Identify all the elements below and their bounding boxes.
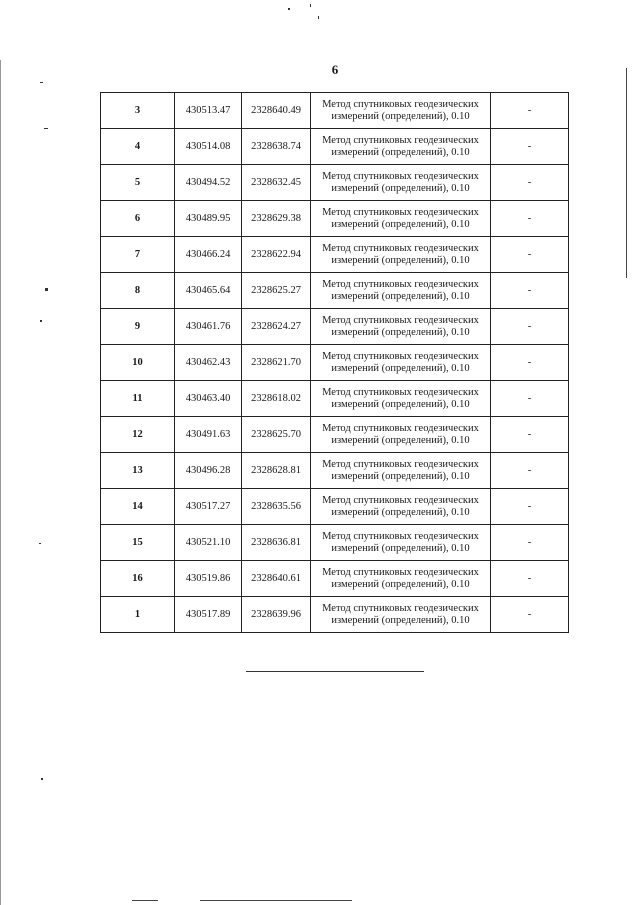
table-row [101, 345, 569, 381]
note-cell: - [491, 93, 569, 129]
end-divider [246, 671, 424, 672]
point-number-cell: 8 [101, 273, 175, 309]
method-cell: Метод спутниковых геодезических измерений (определений), 0.10 [311, 345, 491, 381]
y-coordinate-cell: 2328635.56 [242, 489, 311, 525]
coordinates-table [100, 92, 569, 633]
x-coordinate-cell: 430514.08 [175, 129, 242, 165]
table-row [101, 453, 569, 489]
y-coordinate-cell: 2328621.70 [242, 345, 311, 381]
y-coordinate-cell: 2328629.38 [242, 201, 311, 237]
point-number-cell: 12 [101, 417, 175, 453]
scan-speck [288, 8, 290, 10]
note-cell: - [491, 345, 569, 381]
note-cell: - [491, 525, 569, 561]
x-coordinate-cell: 430519.86 [175, 561, 242, 597]
y-coordinate-cell: 2328636.81 [242, 525, 311, 561]
scan-speck [41, 778, 43, 780]
method-cell: Метод спутниковых геодезических измерений (определений), 0.10 [311, 237, 491, 273]
x-coordinate-cell: 430517.27 [175, 489, 242, 525]
x-coordinate-cell: 430513.47 [175, 93, 242, 129]
table-row [101, 273, 569, 309]
y-coordinate-cell: 2328638.74 [242, 129, 311, 165]
method-cell: Метод спутниковых геодезических измерений (определений), 0.10 [311, 489, 491, 525]
note-cell: - [491, 165, 569, 201]
method-cell: Метод спутниковых геодезических измерений (определений), 0.10 [311, 93, 491, 129]
coordinates-table-body [101, 93, 569, 633]
y-coordinate-cell: 2328632.45 [242, 165, 311, 201]
y-coordinate-cell: 2328639.96 [242, 597, 311, 633]
x-coordinate-cell: 430489.95 [175, 201, 242, 237]
note-cell: - [491, 597, 569, 633]
point-number-cell: 10 [101, 345, 175, 381]
table-row [101, 417, 569, 453]
method-cell: Метод спутниковых геодезических измерений (определений), 0.10 [311, 381, 491, 417]
note-cell: - [491, 453, 569, 489]
note-cell: - [491, 201, 569, 237]
scan-edge-line [0, 60, 1, 905]
note-cell: - [491, 237, 569, 273]
method-cell: Метод спутниковых геодезических измерений (определений), 0.10 [311, 561, 491, 597]
x-coordinate-cell: 430465.64 [175, 273, 242, 309]
y-coordinate-cell: 2328640.49 [242, 93, 311, 129]
x-coordinate-cell: 430461.76 [175, 309, 242, 345]
y-coordinate-cell: 2328624.27 [242, 309, 311, 345]
point-number-cell: 13 [101, 453, 175, 489]
note-cell: - [491, 381, 569, 417]
note-cell: - [491, 309, 569, 345]
scan-speck [318, 16, 319, 19]
y-coordinate-cell: 2328640.61 [242, 561, 311, 597]
point-number-cell: 9 [101, 309, 175, 345]
table-row [101, 381, 569, 417]
point-number-cell: 4 [101, 129, 175, 165]
x-coordinate-cell: 430466.24 [175, 237, 242, 273]
point-number-cell: 11 [101, 381, 175, 417]
method-cell: Метод спутниковых геодезических измерений (определений), 0.10 [311, 597, 491, 633]
x-coordinate-cell: 430521.10 [175, 525, 242, 561]
scan-speck [310, 4, 311, 7]
table-row [101, 561, 569, 597]
scan-bottom-line [132, 900, 158, 901]
scan-bottom-line [200, 900, 352, 901]
note-cell: - [491, 273, 569, 309]
scan-speck [40, 320, 42, 322]
method-cell: Метод спутниковых геодезических измерений (определений), 0.10 [311, 273, 491, 309]
point-number-cell: 3 [101, 93, 175, 129]
note-cell: - [491, 561, 569, 597]
point-number-cell: 16 [101, 561, 175, 597]
y-coordinate-cell: 2328625.27 [242, 273, 311, 309]
point-number-cell: 15 [101, 525, 175, 561]
point-number-cell: 5 [101, 165, 175, 201]
page-number: 6 [331, 62, 339, 77]
x-coordinate-cell: 430491.63 [175, 417, 242, 453]
point-number-cell: 6 [101, 201, 175, 237]
y-coordinate-cell: 2328628.81 [242, 453, 311, 489]
y-coordinate-cell: 2328622.94 [242, 237, 311, 273]
note-cell: - [491, 417, 569, 453]
scan-edge-line [626, 68, 627, 278]
table-row [101, 93, 569, 129]
scan-speck [45, 288, 48, 291]
x-coordinate-cell: 430462.43 [175, 345, 242, 381]
method-cell: Метод спутниковых геодезических измерений (определений), 0.10 [311, 417, 491, 453]
point-number-cell: 7 [101, 237, 175, 273]
x-coordinate-cell: 430496.28 [175, 453, 242, 489]
method-cell: Метод спутниковых геодезических измерений (определений), 0.10 [311, 165, 491, 201]
table-row [101, 309, 569, 345]
y-coordinate-cell: 2328618.02 [242, 381, 311, 417]
point-number-cell: 14 [101, 489, 175, 525]
table-row [101, 237, 569, 273]
note-cell: - [491, 129, 569, 165]
method-cell: Метод спутниковых геодезических измерений (определений), 0.10 [311, 129, 491, 165]
scan-speck [44, 128, 48, 129]
table-row [101, 525, 569, 561]
method-cell: Метод спутниковых геодезических измерений (определений), 0.10 [311, 453, 491, 489]
point-number-cell: 1 [101, 597, 175, 633]
method-cell: Метод спутниковых геодезических измерений (определений), 0.10 [311, 525, 491, 561]
x-coordinate-cell: 430517.89 [175, 597, 242, 633]
method-cell: Метод спутниковых геодезических измерений (определений), 0.10 [311, 201, 491, 237]
scan-speck [40, 82, 43, 83]
table-row [101, 165, 569, 201]
table-row [101, 489, 569, 525]
x-coordinate-cell: 430463.40 [175, 381, 242, 417]
table-row [101, 597, 569, 633]
note-cell: - [491, 489, 569, 525]
method-cell: Метод спутниковых геодезических измерений (определений), 0.10 [311, 309, 491, 345]
table-row [101, 129, 569, 165]
x-coordinate-cell: 430494.52 [175, 165, 242, 201]
scan-speck [39, 543, 41, 544]
table-row [101, 201, 569, 237]
y-coordinate-cell: 2328625.70 [242, 417, 311, 453]
